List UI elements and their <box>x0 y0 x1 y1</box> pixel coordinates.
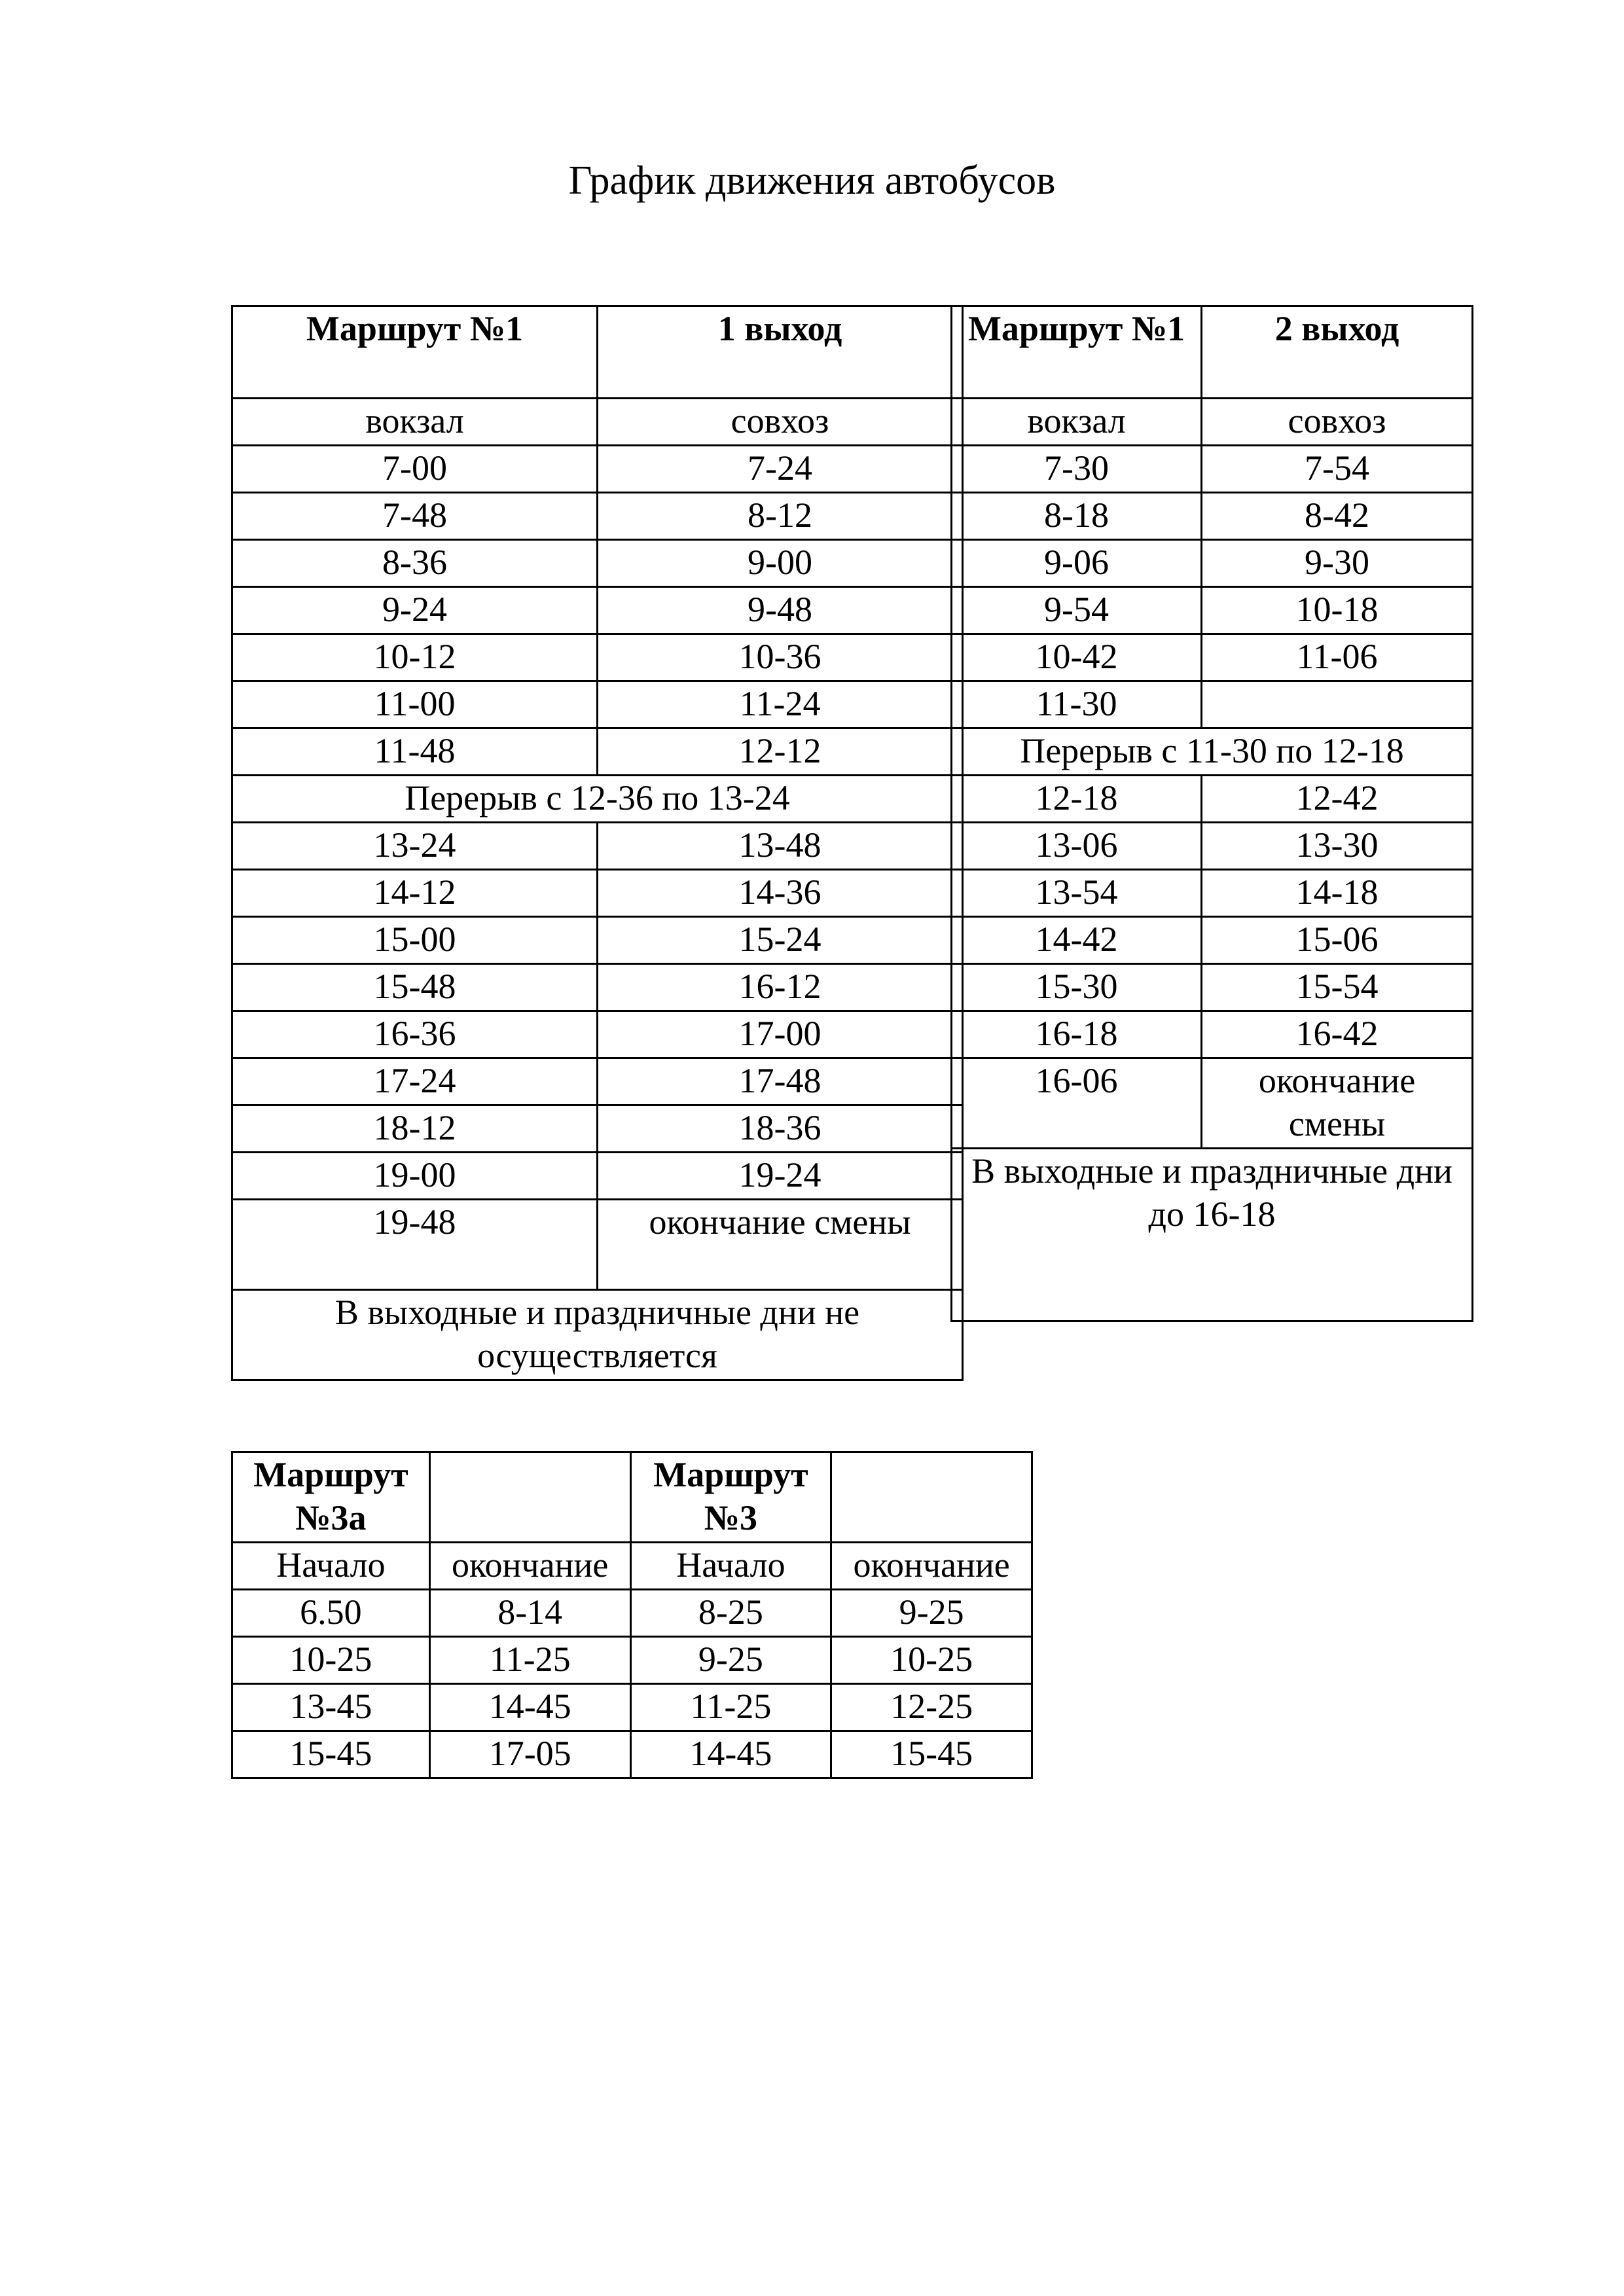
departure-time: 14-42 <box>952 917 1202 964</box>
note-row <box>952 1149 1473 1321</box>
table-row <box>232 964 963 1011</box>
departure-time: 7-54 <box>1202 446 1473 493</box>
departure-time: 18-36 <box>598 1105 963 1153</box>
table-row <box>232 1058 963 1105</box>
departure-time: 16-42 <box>1202 1011 1473 1058</box>
time-cell: 11-25 <box>630 1684 831 1731</box>
departure-time: 9-30 <box>1202 540 1473 587</box>
table-row <box>952 493 1473 540</box>
column-label: окончание <box>831 1543 1032 1590</box>
departure-time: 12-12 <box>598 728 963 776</box>
table-row <box>232 634 963 681</box>
departure-time: 14-12 <box>232 870 598 917</box>
departure-time: 9-06 <box>952 540 1202 587</box>
table-row <box>952 634 1473 681</box>
departure-time: 19-24 <box>598 1153 963 1200</box>
time-cell: 13-45 <box>232 1684 430 1731</box>
stop-name: вокзал <box>232 399 598 446</box>
table-row <box>232 493 963 540</box>
table-row <box>232 728 963 776</box>
table-row <box>232 823 963 870</box>
departure-time: 13-54 <box>952 870 1202 917</box>
departure-time: 15-30 <box>952 964 1202 1011</box>
departure-time <box>1202 681 1473 728</box>
departure-time: 13-30 <box>1202 823 1473 870</box>
departure-time: 12-18 <box>952 776 1202 823</box>
departure-time: 11-30 <box>952 681 1202 728</box>
departure-time: 16-36 <box>232 1011 598 1058</box>
table-row <box>952 917 1473 964</box>
stops-row <box>232 399 963 446</box>
exit-header: 2 выход <box>1202 306 1473 399</box>
route-header: Маршрут №3 <box>630 1452 831 1543</box>
break-row <box>952 728 1473 776</box>
table-row <box>952 540 1473 587</box>
table-row <box>232 1684 1032 1731</box>
departure-time: 10-36 <box>598 634 963 681</box>
departure-time: 9-54 <box>952 587 1202 634</box>
table-row <box>952 1011 1473 1058</box>
break-row <box>232 776 963 823</box>
stop-name: совхоз <box>598 399 963 446</box>
table-row <box>232 917 963 964</box>
departure-time: 11-24 <box>598 681 963 728</box>
departure-time: 14-18 <box>1202 870 1473 917</box>
departure-time: 17-24 <box>232 1058 598 1105</box>
stops-row <box>952 399 1473 446</box>
departure-time: 16-06 <box>952 1058 1202 1149</box>
departure-time: 18-12 <box>232 1105 598 1153</box>
table-row <box>952 776 1473 823</box>
table-row <box>232 870 963 917</box>
time-cell: 14-45 <box>429 1684 630 1731</box>
departure-time: 17-48 <box>598 1058 963 1105</box>
table-row <box>952 870 1473 917</box>
departure-time: 8-36 <box>232 540 598 587</box>
time-cell: 15-45 <box>232 1731 430 1778</box>
departure-time: 7-00 <box>232 446 598 493</box>
shift-end-label: окончание смены <box>1202 1058 1473 1149</box>
table-header-row <box>232 306 963 399</box>
time-cell: 9-25 <box>630 1637 831 1684</box>
departure-time: 9-48 <box>598 587 963 634</box>
subheader-row <box>232 1543 1032 1590</box>
time-cell: 12-25 <box>831 1684 1032 1731</box>
departure-time: 8-12 <box>598 493 963 540</box>
time-cell: 11-25 <box>429 1637 630 1684</box>
departure-time: 9-00 <box>598 540 963 587</box>
departure-time: 7-30 <box>952 446 1202 493</box>
page-title: График движения автобусов <box>568 158 1056 203</box>
departure-time: 8-18 <box>952 493 1202 540</box>
departure-time: 14-36 <box>598 870 963 917</box>
time-cell: 9-25 <box>831 1590 1032 1637</box>
empty-header <box>831 1452 1032 1543</box>
table-header-row <box>952 306 1473 399</box>
departure-time: 10-42 <box>952 634 1202 681</box>
last-row <box>232 1200 963 1290</box>
departure-time: 11-48 <box>232 728 598 776</box>
table-row <box>232 1731 1032 1778</box>
route-header: Маршрут №1 <box>952 306 1202 399</box>
table-row <box>952 823 1473 870</box>
table-row <box>232 681 963 728</box>
departure-time: 9-24 <box>232 587 598 634</box>
departure-time: 11-00 <box>232 681 598 728</box>
column-label: Начало <box>630 1543 831 1590</box>
departure-time: 7-24 <box>598 446 963 493</box>
departure-time: 7-48 <box>232 493 598 540</box>
table-row <box>232 1153 963 1200</box>
time-cell: 8-14 <box>429 1590 630 1637</box>
table-row <box>952 446 1473 493</box>
departure-time: 12-42 <box>1202 776 1473 823</box>
time-cell: 17-05 <box>429 1731 630 1778</box>
table-row <box>952 964 1473 1011</box>
table-row <box>952 587 1473 634</box>
table-header-row <box>232 1452 1032 1543</box>
route3-timetable <box>231 1451 1033 1779</box>
table-row <box>232 446 963 493</box>
departure-time: 15-54 <box>1202 964 1473 1011</box>
departure-time: 16-12 <box>598 964 963 1011</box>
stop-name: вокзал <box>952 399 1202 446</box>
departure-time: 10-18 <box>1202 587 1473 634</box>
departure-time: 15-24 <box>598 917 963 964</box>
route1-exit2-timetable <box>950 305 1473 1322</box>
table-row <box>232 587 963 634</box>
departure-time: 10-12 <box>232 634 598 681</box>
table-row <box>232 1011 963 1058</box>
departure-time: 13-06 <box>952 823 1202 870</box>
departure-time: 13-48 <box>598 823 963 870</box>
time-cell: 10-25 <box>232 1637 430 1684</box>
departure-time: 19-48 <box>232 1200 598 1290</box>
departure-time: 16-18 <box>952 1011 1202 1058</box>
break-note: Перерыв с 11-30 по 12-18 <box>952 728 1473 776</box>
exit-header: 1 выход <box>598 306 963 399</box>
departure-time: 13-24 <box>232 823 598 870</box>
last-row <box>952 1058 1473 1149</box>
weekend-note: В выходные и праздничные дни не осуществляется <box>232 1290 963 1380</box>
stop-name: совхоз <box>1202 399 1473 446</box>
departure-time: 11-06 <box>1202 634 1473 681</box>
route-header: Маршрут №3а <box>232 1452 430 1543</box>
weekend-note: В выходные и праздничные дни до 16-18 <box>952 1149 1473 1321</box>
time-cell: 15-45 <box>831 1731 1032 1778</box>
break-note: Перерыв с 12-36 по 13-24 <box>232 776 963 823</box>
route-header: Маршрут №1 <box>232 306 598 399</box>
table-row <box>232 1637 1032 1684</box>
empty-header <box>429 1452 630 1543</box>
shift-end-label: окончание смены <box>598 1200 963 1290</box>
time-cell: 6.50 <box>232 1590 430 1637</box>
column-label: Начало <box>232 1543 430 1590</box>
departure-time: 8-42 <box>1202 493 1473 540</box>
table-row <box>232 1105 963 1153</box>
table-row <box>952 681 1473 728</box>
route1-exit1-timetable <box>231 305 964 1381</box>
table-row <box>232 1590 1032 1637</box>
time-cell: 8-25 <box>630 1590 831 1637</box>
column-label: окончание <box>429 1543 630 1590</box>
departure-time: 15-48 <box>232 964 598 1011</box>
time-cell: 14-45 <box>630 1731 831 1778</box>
note-row <box>232 1290 963 1380</box>
time-cell: 10-25 <box>831 1637 1032 1684</box>
table-row <box>232 540 963 587</box>
departure-time: 15-00 <box>232 917 598 964</box>
departure-time: 19-00 <box>232 1153 598 1200</box>
departure-time: 17-00 <box>598 1011 963 1058</box>
departure-time: 15-06 <box>1202 917 1473 964</box>
